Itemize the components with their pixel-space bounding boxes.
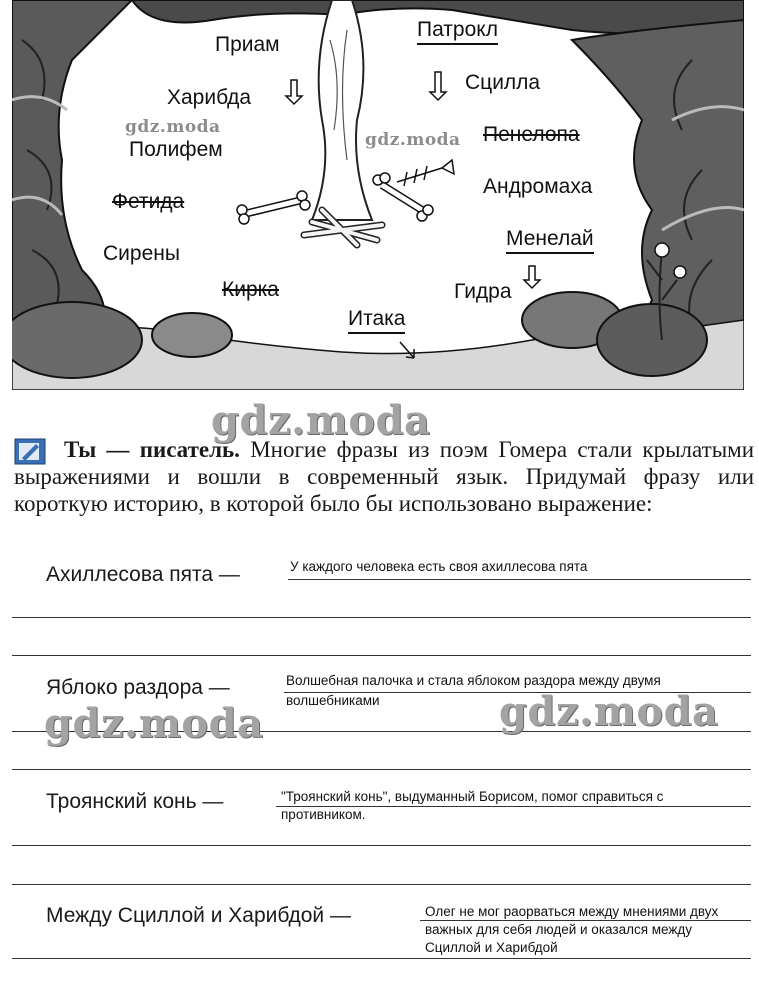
answer-scylla-charybdis-3: Сциллой и Харибдой [425, 940, 558, 955]
writing-line [12, 617, 751, 618]
word-menelaus: Менелай [506, 227, 594, 254]
label-trojan-horse: Троянский конь — [46, 790, 224, 813]
writing-line [288, 579, 751, 580]
writing-line [12, 655, 751, 656]
answer-apple-of-discord-1: Волшебная палочка и стала яблоком раздора между двумя [286, 673, 661, 688]
bone-left [237, 191, 310, 224]
label-achilles-heel: Ахиллесова пята — [46, 563, 240, 586]
writing-line [12, 958, 751, 959]
word-priam: Приам [215, 33, 280, 56]
writing-line [12, 769, 751, 770]
answer-scylla-charybdis-1: Олег не мог раорваться между мнениями двух [425, 904, 719, 919]
word-hydra: Гидра [454, 280, 512, 303]
word-penelope: Пенелопа [483, 123, 580, 146]
answer-trojan-horse-2: противником. [281, 807, 366, 822]
arrow-down-2 [430, 72, 446, 100]
word-ithaca: Итака [348, 307, 405, 334]
word-sirens: Сирены [103, 242, 180, 265]
answer-apple-of-discord-2: волшебниками [286, 693, 380, 708]
watermark-big-2: gdz.moda [44, 700, 264, 747]
writing-line [12, 884, 751, 885]
answer-trojan-horse-1: "Троянский конь", выдуманный Борисом, помог справиться с [281, 789, 664, 804]
arrow-down-1 [286, 80, 302, 104]
answer-achilles-heel: У каждого человека есть своя ахиллесова пята [290, 559, 588, 574]
task-lead: Ты — писатель. [64, 437, 240, 462]
watermark-big-3: gdz.moda [499, 688, 719, 735]
word-polyphemus: Полифем [129, 138, 223, 161]
writing-line [12, 845, 751, 846]
word-scylla: Сцилла [465, 71, 541, 94]
task-text: Многие фразы из поэм Гомера стали крылатыми выражениями и вошли в современный язык. Придумай фразу или короткую историю, в которой было бы использовано выражение: [14, 437, 755, 516]
word-patroclus: Патрокл [417, 18, 498, 45]
word-circe: Кирка [222, 278, 279, 301]
fish-bone [397, 160, 454, 186]
smoke-column [312, 0, 372, 220]
word-thetis: Фетида [112, 190, 185, 213]
label-apple-of-discord: Яблоко раздора — [46, 676, 230, 699]
word-charybdis: Харибда [167, 86, 252, 109]
watermark-big-1: gdz.moda [211, 397, 431, 444]
word-andromache: Андромаха [483, 175, 593, 198]
arrow-down-3 [524, 266, 540, 288]
watermark-small-2: gdz.moda [365, 130, 461, 150]
cave-illustration [12, 0, 744, 390]
answer-scylla-charybdis-2: важных для себя людей и оказался между [425, 922, 693, 937]
watermark-small-1: gdz.moda [125, 117, 221, 137]
task-paragraph [14, 436, 754, 517]
label-scylla-charybdis: Между Сциллой и Харибдой — [46, 904, 351, 927]
